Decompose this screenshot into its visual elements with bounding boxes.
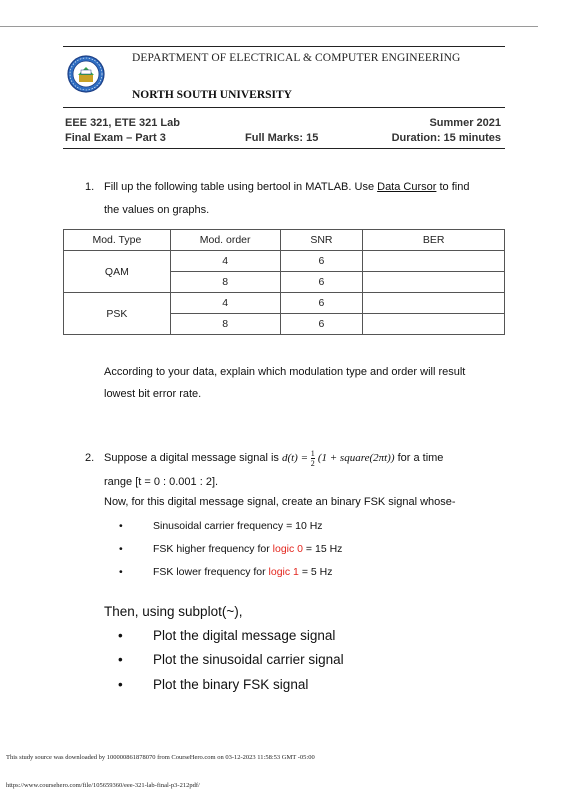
bullet-dot: • — [118, 677, 123, 692]
header-mod-order: Mod. order — [170, 230, 280, 251]
for-time-text: for a time — [394, 452, 444, 464]
ber-cell[interactable] — [363, 293, 505, 314]
download-notice: This study source was downloaded by 100000861878070 from CourseHero.com on 03-12-2023 11:58:53 GMT -05:00 — [6, 754, 315, 761]
top-page-rule — [0, 26, 538, 27]
q1-prompt — [104, 175, 509, 199]
q1-text-c: to find — [436, 181, 470, 193]
plot-item: Plot the digital message signal — [153, 628, 336, 643]
mod-order-cell: 4 — [170, 293, 280, 314]
course-code: EEE 321, ETE 321 Lab — [65, 117, 180, 129]
plot-item: Plot the binary FSK signal — [153, 677, 309, 692]
mod-order-cell: 8 — [170, 272, 280, 293]
bullet-text: FSK lower frequency for — [153, 566, 269, 578]
mod-order-cell: 8 — [170, 314, 280, 335]
bullet-carrier-freq — [153, 520, 323, 532]
logic-0-label: logic 0 — [272, 543, 304, 555]
q2-intro-line — [104, 446, 443, 470]
bullet-text: FSK higher frequency for — [153, 543, 273, 555]
department-name: DEPARTMENT OF ELECTRICAL & COMPUTER ENGINEERING — [132, 52, 461, 64]
q1-number: 1. — [85, 181, 95, 193]
q2-number: 2. — [85, 452, 95, 464]
logic-1-label: logic 1 — [268, 566, 299, 578]
table-header-row — [64, 230, 505, 251]
fraction-numerator: 1 — [310, 448, 315, 458]
university-seal-logo — [66, 50, 106, 100]
source-url[interactable]: https://www.coursehero.com/file/105659360/eee-321-lab-final-p3-212pdf/ — [6, 782, 200, 789]
bullet-dot: • — [119, 520, 123, 532]
bullet-lower-freq — [153, 566, 332, 578]
q2-then: Then, using subplot(~), — [104, 604, 243, 619]
snr-cell: 6 — [280, 293, 363, 314]
university-name: NORTH SOUTH UNIVERSITY — [132, 89, 292, 101]
q1-followup-line2: lowest bit error rate. — [104, 388, 202, 400]
bullet-dot: • — [118, 652, 123, 667]
bullet-text: = 5 Hz — [298, 566, 333, 578]
q1-text-a: Fill up the following table using — [104, 181, 257, 193]
snr-cell: 6 — [280, 272, 363, 293]
bullet-text: Sinusoidal carrier frequency = 10 Hz — [153, 520, 323, 532]
exam-title: Final Exam – Part 3 — [65, 132, 166, 144]
q2-now: Now, for this digital message signal, create an binary FSK signal whose- — [104, 496, 456, 508]
bullet-text: = 15 Hz — [303, 543, 343, 555]
formula-lhs: d(t) = — [281, 452, 311, 464]
formula-fraction — [311, 449, 315, 468]
fraction-denominator: 2 — [310, 458, 315, 468]
formula-rhs: (1 + square(2πt)) — [317, 452, 395, 464]
data-cursor-link: Data Cursor — [377, 181, 437, 193]
snr-cell: 6 — [280, 251, 363, 272]
ber-cell[interactable] — [363, 272, 505, 293]
plot-item: Plot the sinusoidal carrier signal — [153, 652, 344, 667]
snr-cell: 6 — [280, 314, 363, 335]
mod-type-cell: QAM — [64, 251, 171, 293]
q2-range: range [t = 0 : 0.001 : 2]. — [104, 476, 219, 488]
exam-term: Summer 2021 — [429, 117, 501, 129]
exam-duration: Duration: 15 minutes — [391, 132, 501, 144]
table-row — [64, 293, 505, 314]
header-mod-type: Mod. Type — [64, 230, 171, 251]
table-row — [64, 251, 505, 272]
header-snr: SNR — [280, 230, 363, 251]
q1-prompt-line2: the values on graphs. — [104, 204, 210, 216]
mod-order-cell: 4 — [170, 251, 280, 272]
bullet-dot: • — [119, 566, 123, 578]
header-ber: BER — [363, 230, 505, 251]
q1-followup-line1: According to your data, explain which modulation type and order will result — [104, 366, 466, 378]
header-bottom-rule — [63, 107, 505, 108]
bullet-dot: • — [119, 543, 123, 555]
q2-intro: Suppose a digital message signal is — [104, 452, 279, 464]
results-table — [63, 229, 505, 335]
bullet-dot: • — [118, 628, 123, 643]
bullet-higher-freq — [153, 543, 342, 555]
full-marks: Full Marks: 15 — [245, 132, 319, 144]
ber-cell[interactable] — [363, 251, 505, 272]
ber-cell[interactable] — [363, 314, 505, 335]
mod-type-cell: PSK — [64, 293, 171, 335]
q1-text-b: in MATLAB. Use — [290, 181, 378, 193]
meta-bottom-rule — [63, 148, 505, 149]
header-top-rule — [63, 46, 505, 47]
bertool-keyword: bertool — [256, 181, 291, 193]
